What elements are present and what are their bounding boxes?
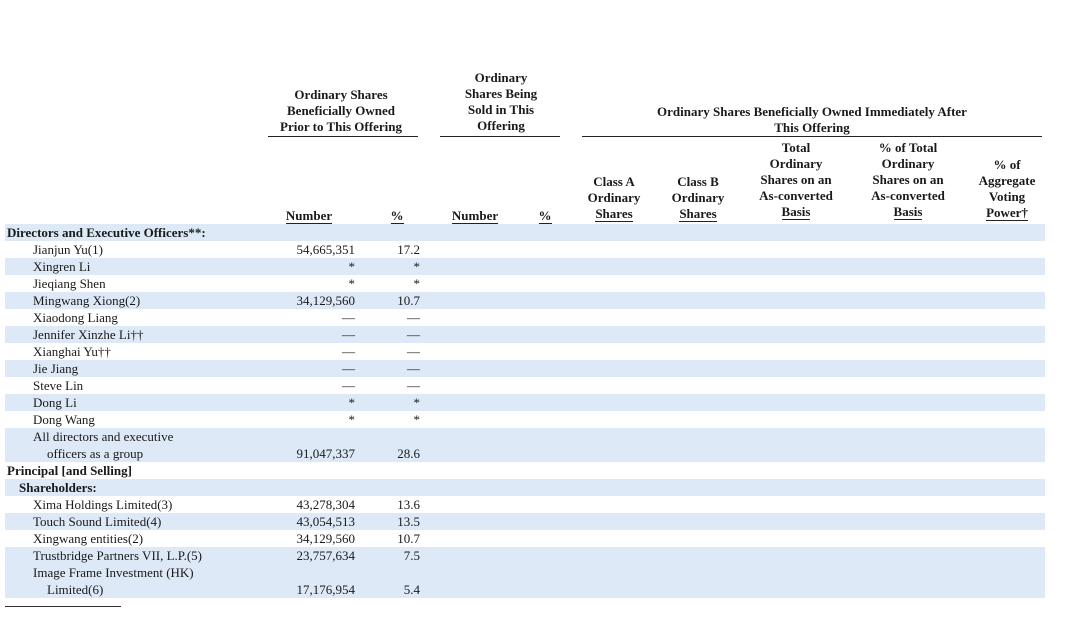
subheader-pct-sold <box>530 208 560 224</box>
row-number: 54,665,351 <box>296 242 355 257</box>
row-label: Xingren Li <box>33 259 91 274</box>
table-row <box>5 326 1045 343</box>
subheader-total-l4: As-converted <box>759 188 833 203</box>
header-after-line1: Ordinary Shares Beneficially Owned Immediately After <box>657 104 967 119</box>
header-prior-line2: Beneficially Owned <box>287 103 395 118</box>
row-label: Principal [and Selling] <box>7 463 132 478</box>
table-row <box>5 241 1045 258</box>
row-label: Xingwang entities(2) <box>33 531 144 546</box>
row-number: * <box>348 276 355 291</box>
subheader-class-a-l2: Ordinary <box>587 190 641 205</box>
row-percent: — <box>407 310 420 325</box>
header-after-line2: This Offering <box>774 120 850 135</box>
row-percent: * <box>413 259 420 274</box>
row-percent: — <box>407 361 420 376</box>
row-label: Mingwang Xiong(2) <box>33 293 141 308</box>
row-label: Dong Wang <box>33 412 95 427</box>
subheader-total-l3: Shares on an <box>760 172 832 187</box>
row-number: — <box>342 361 355 376</box>
subheader-class-b-l1: Class B <box>677 174 719 189</box>
row-number: * <box>348 395 355 410</box>
row-label-continued: Limited(6) <box>47 582 104 597</box>
footnote-divider <box>5 606 121 607</box>
table-row <box>5 275 1045 292</box>
subheader-pct-total-l3: Shares on an <box>872 172 944 187</box>
row-label-continued: officers as a group <box>47 446 144 461</box>
subheader-pct-voting-l1: % of <box>993 157 1021 172</box>
table-row <box>5 428 1045 462</box>
subheader-number-sold <box>440 208 510 224</box>
subheader-pct-total-l5: Basis <box>893 204 923 219</box>
table-row <box>5 377 1045 394</box>
row-number: 43,054,513 <box>296 514 355 529</box>
subheader-number-prior-text: Number <box>285 208 333 223</box>
subheader-number-sold-text: Number <box>451 208 499 223</box>
header-prior-underline <box>268 136 418 137</box>
subheader-pct-sold-text: % <box>538 208 552 223</box>
row-percent: 13.5 <box>397 514 420 529</box>
row-percent: 17.2 <box>397 242 420 257</box>
row-label: Touch Sound Limited(4) <box>33 514 162 529</box>
row-label: Jennifer Xinzhe Li†† <box>33 327 144 342</box>
subheader-pct-total-l4: As-converted <box>871 188 945 203</box>
table-row <box>5 309 1045 326</box>
ownership-table <box>5 224 1045 598</box>
header-sold-line2: Shares Being <box>464 86 538 101</box>
table-row <box>5 530 1045 547</box>
header-sold-line3: Sold in This <box>467 102 535 117</box>
row-number: — <box>342 327 355 342</box>
row-number: — <box>342 344 355 359</box>
header-sold-underline <box>440 136 560 137</box>
row-percent: — <box>407 378 420 393</box>
subheader-total-l1: Total <box>781 140 811 155</box>
row-label: Trustbridge Partners VII, L.P.(5) <box>33 548 202 563</box>
row-label: Xima Holdings Limited(3) <box>33 497 173 512</box>
subheader-class-a-l1: Class A <box>593 174 635 189</box>
row-label: Steve Lin <box>33 378 84 393</box>
row-label: Image Frame Investment (HK) <box>33 565 194 580</box>
row-percent: 13.6 <box>397 497 420 512</box>
header-prior-offering <box>262 87 420 135</box>
row-number: — <box>342 378 355 393</box>
table-row <box>5 479 1045 496</box>
row-percent: 5.4 <box>403 582 420 597</box>
row-number: 23,757,634 <box>296 548 355 563</box>
row-label: Jieqiang Shen <box>33 276 106 291</box>
header-sold-line1: Ordinary <box>474 70 528 85</box>
table-row <box>5 292 1045 309</box>
row-percent: 10.7 <box>397 293 420 308</box>
subheader-class-b <box>662 174 734 222</box>
row-label: Directors and Executive Officers**: <box>7 225 206 240</box>
row-number: 17,176,954 <box>296 582 355 597</box>
row-percent: 10.7 <box>397 531 420 546</box>
subheader-pct-prior <box>380 208 414 224</box>
header-after-offering <box>582 104 1042 136</box>
row-label: Jie Jiang <box>33 361 79 376</box>
table-row <box>5 462 1045 479</box>
subheader-pct-total <box>856 140 960 220</box>
row-percent: 7.5 <box>403 548 420 563</box>
header-sold-line4: Offering <box>477 118 525 133</box>
row-number: * <box>348 259 355 274</box>
header-prior-line3: Prior to This Offering <box>280 119 402 134</box>
table-row <box>5 224 1045 241</box>
subheader-pct-total-l2: Ordinary <box>881 156 935 171</box>
subheader-pct-prior-text: % <box>390 208 404 223</box>
subheader-number-prior <box>276 208 342 224</box>
subheader-class-b-l3: Shares <box>679 206 717 221</box>
subheader-class-b-l2: Ordinary <box>671 190 725 205</box>
subheader-total <box>746 140 846 220</box>
table-row <box>5 258 1045 275</box>
row-percent: — <box>407 327 420 342</box>
row-label: Xianghai Yu†† <box>33 344 111 359</box>
row-label: Jianjun Yu(1) <box>33 242 103 257</box>
table-row <box>5 411 1045 428</box>
table-row <box>5 547 1045 564</box>
row-percent: * <box>413 412 420 427</box>
header-prior-line1: Ordinary Shares <box>294 87 388 102</box>
table-row <box>5 564 1045 598</box>
row-label: Dong Li <box>33 395 77 410</box>
subheader-total-l2: Ordinary <box>769 156 823 171</box>
subheader-class-a <box>578 174 650 222</box>
row-number: * <box>348 412 355 427</box>
row-percent: 28.6 <box>397 446 420 461</box>
table-row <box>5 496 1045 513</box>
table-row <box>5 394 1045 411</box>
header-shares-sold <box>436 70 566 134</box>
subheader-pct-voting-l3: Voting <box>988 189 1026 204</box>
row-number: — <box>342 310 355 325</box>
subheader-class-a-l3: Shares <box>595 206 633 221</box>
header-after-underline <box>582 136 1042 137</box>
row-percent: — <box>407 344 420 359</box>
table-row <box>5 343 1045 360</box>
row-number: 34,129,560 <box>296 531 355 546</box>
row-label: Xiaodong Liang <box>33 310 118 325</box>
row-label: Shareholders: <box>19 480 97 495</box>
subheader-pct-voting <box>968 157 1046 221</box>
table-row <box>5 513 1045 530</box>
row-number: 43,278,304 <box>296 497 355 512</box>
row-percent: * <box>413 395 420 410</box>
table-row <box>5 360 1045 377</box>
row-number: 34,129,560 <box>296 293 355 308</box>
subheader-pct-total-l1: % of Total <box>878 140 938 155</box>
row-number: 91,047,337 <box>296 446 355 461</box>
subheader-pct-voting-l4: Power† <box>986 205 1028 220</box>
subheader-pct-voting-l2: Aggregate <box>978 173 1036 188</box>
row-percent: * <box>413 276 420 291</box>
subheader-total-l5: Basis <box>781 204 811 219</box>
row-label: All directors and executive <box>33 429 174 444</box>
